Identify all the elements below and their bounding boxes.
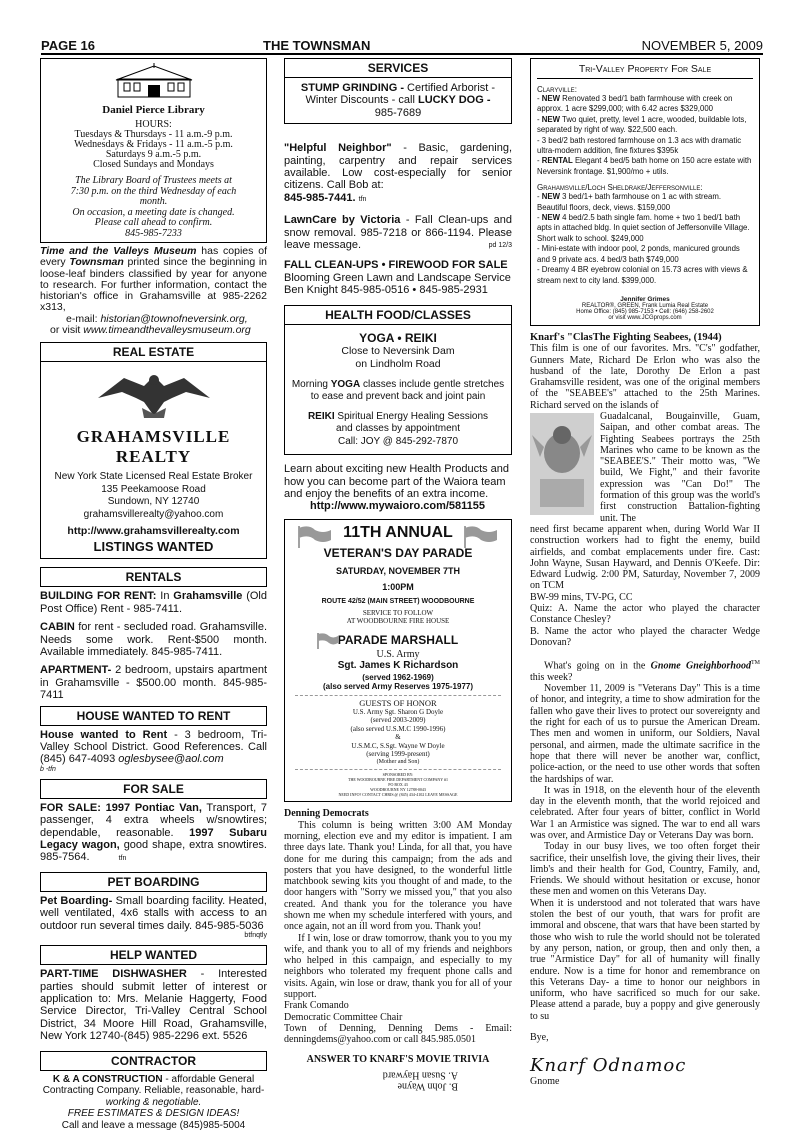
knarf-body: Guadalcanal, Bougainville, Guam, Saipan, and other combat areas. The Fighting Seabees portrays the 25th Marines who came to be known as the "SEABEE'S." Their motto was, "We build, We Fight," and their favorite expression was "Can Do!" The formation of this group was the world's first construction Battalion-fighting unit. The (600, 410, 760, 524)
yoga-location: Close to Neversink Dam (341, 344, 455, 357)
real-estate-heading: REAL ESTATE (41, 343, 266, 362)
knarf-column (530, 332, 760, 1088)
house-wanted-ad: House wanted to Rent - 3 bedroom, Tri-Valley School District. Good References. Call (845) 647-4093 oglesbysee@aol.com (40, 728, 267, 766)
guest-line: (Mother and Son) (376, 758, 420, 765)
library-name: Daniel Pierce Library (102, 104, 205, 116)
tri-valley-listing: - NEW 3 bed/1+ bath farmhouse on 1 ac with stream. Beautiful floors, deck, views. $159,000 (537, 192, 721, 212)
health-heading: HEALTH FOOD/CLASSES (285, 306, 511, 325)
house-wanted-email[interactable]: oglesbysee@aol.com (118, 753, 224, 766)
house-wanted-heading: HOUSE WANTED TO RENT (40, 706, 267, 726)
pet-boarding-heading: PET BOARDING (40, 872, 267, 892)
helpful-neighbor-ad: "Helpful Neighbor" - Basic, gardening, painting, carpentry and repair services available. Low cost-especially for senior citizens. Call Bob at: 845-985-7441. tfn (284, 142, 512, 204)
parade-subtitle: VETERAN'S DAY PARADE (323, 545, 473, 560)
rental-item: BUILDING FOR RENT: In Grahamsville (Old Post Office) Rent - 985-7411. (40, 590, 267, 615)
guest-line: (served 2003-2009) (370, 716, 426, 725)
knarf-quiz: Quiz: A. Name the actor who played the character Constance Chesley? (530, 603, 760, 626)
trivia-answer-label: ANSWER TO KNARF'S MOVIE TRIVIA (306, 1053, 490, 1065)
gnome-body: It was in 1918, on the eleventh hour of the eleventh day in the eleventh month, that the world rejoiced and celebrated. After four years of bitter, conflict in World War 1 an Armistice was signed. The war to end all wars was over, and Armistice Day or Veterans Day was born. (530, 784, 760, 841)
column-2 (284, 58, 512, 1091)
sponsor-line: WOODBOURNE NY 12788-0043 (370, 787, 426, 793)
yoga-reiki-title: YOGA • REIKI (359, 330, 437, 345)
library-board-line: On occasion, a meeting date is changed. (72, 206, 235, 218)
help-wanted-heading: HELP WANTED (40, 945, 267, 965)
knarf-quiz: B. Name the actor who played the character Wedge Donovan? (530, 625, 760, 648)
tri-valley-listing: - NEW Two quiet, pretty, level 1 acre, wooded, buildable lots, separated by right of way. $22,500 each. (537, 114, 747, 135)
waiora-ad: Learn about exciting new Health Products and how you can become part of the Waiora team and enjoy the benefits of an extra income. http://www.mywaioro.com/581155 (284, 463, 510, 513)
seabee-mascot-icon (530, 413, 594, 515)
museum-email-link[interactable]: historian@townofneversink.org, (100, 312, 248, 325)
yoga-description: Morning YOGA classes include gentle stretches to ease and prevent back and joint pain (291, 378, 505, 402)
stump-grinding-ad: STUMP GRINDING - Certified Arborist - Winter Discounts - call LUCKY DOG - 985-7689 (300, 82, 496, 119)
library-board-line: Please call ahead to confirm. (94, 217, 213, 228)
parade-marshall-heading: PARADE MARSHALL (337, 632, 459, 647)
library-board-line: 7:30 p.m. on the third Wednesday of each (70, 185, 237, 197)
page-number: PAGE 16 (41, 38, 95, 53)
library-box (40, 58, 267, 243)
column-1 (40, 58, 267, 1137)
knarf-body: need first became apparent when, during World War II construction workers had to fight the enemy, build airfields, and combat emplacements under fire. Cast: John Wayne, Susan Hayward, and Dennis O'Keefe. Dir: Edward Ludwig. 2:00 PM, Saturday, November 7, 2009 on TCM (530, 523, 760, 592)
trivia-answer: A. Susan Hayward (382, 1069, 458, 1081)
flag-icon (463, 526, 499, 548)
listings-wanted: LISTINGS WANTED (93, 539, 214, 555)
realty-line: 135 Peekamoose Road (101, 483, 206, 495)
guest-line: U.S. Army Sgt. Sharon G Doyle (352, 707, 444, 716)
pet-boarding-ad: Pet Boarding- Small boarding facility. Heated, well ventilated, 4x6 stalls with access to an outdoor run several times daily. 845-985-5036 (40, 894, 267, 932)
column-3 (530, 58, 760, 1088)
agent-website-link[interactable]: or visit www.JCGprops.com (608, 314, 682, 321)
library-board-line: The Library Board of Trustees meets at (75, 175, 232, 186)
reiki-description: REIKI Spiritual Energy Healing Sessions (307, 410, 489, 422)
library-hours-line: Closed Sundays and Mondays (93, 159, 214, 170)
gnome-heading: What's going on in the Gnome Gneighborhood™ this week? (530, 660, 760, 683)
signature-title: Gnome (530, 1076, 560, 1088)
contractor-ad: K & A CONSTRUCTION - affordable General Contracting Company. Reliable, reasonable, hard- working & negotiable. FREE ESTIMATES & DESIGN IDEAS! Call and leave a message (845)985-5004 (42, 1073, 265, 1131)
agent-line: REALTOR®, GREEN, Frank Lumia Real Estate (581, 302, 709, 309)
library-hours-line: Tuesdays & Thursdays - 11 a.m.-9 p.m. (74, 129, 233, 140)
services-heading: SERVICES (285, 59, 511, 78)
sponsor-line: NEED INFO? CONTACT CHRIS @ (845) 434-4102 LEAVE MESSAGE (338, 792, 458, 798)
museum-notice: Time and the Valleys Museum has copies of every Townsman printed since the beginning in loose-leaf binders classified by year for anyone to research. For further information, contact the historian's office in Grahamsville at 985-2262 x313, e-mail: historian@townofneversink.org, or visit www.timeandthevalleysmuseum.org (40, 245, 268, 337)
gnome-body: When it is understood and not tolerated that wars have stolen the best of our youth, that wars for profit are immoral and obscene, that wars that have been started by those who wish to rule the world should not be tolerated by any person, nation, or group, then and only then, a true "Armistice Day" for all of humanity will finally endure. Now is a time for honor and remembrance on this Veterans Day- a time to honor our neighbors in uniform, who have sacrificed so much for our sake. Please attend a parade, buy a poppy and give generously to su (530, 897, 760, 1022)
flag-icon (317, 633, 339, 649)
realty-line: Sundown, NY 12740 (107, 496, 200, 508)
library-hours-title: HOURS: (135, 119, 172, 130)
trivia-answers-upside-down (338, 1069, 458, 1092)
issue-date: NOVEMBER 5, 2009 (641, 38, 763, 53)
grahamsville-realty-logo: GRAHAMSVILLE REALTY (76, 427, 231, 467)
guest-line: U.S.M.C, S.Sgt. Wayne W Doyle (351, 741, 445, 750)
museum-website-link[interactable]: www.timeandthevalleysmuseum.org (83, 324, 251, 337)
letter-title: Denning Democrats (284, 808, 369, 820)
library-phone: 845-985-7233 (125, 227, 182, 239)
yoga-phone: Call: JOY @ 845-292-7870 (337, 435, 459, 447)
letter-signature: Democratic Committee Chair (284, 1011, 403, 1023)
paper-title: THE TOWNSMAN (263, 38, 371, 53)
real-estate-box (40, 342, 267, 559)
sponsor-line: THE WOODBOURNE FIRE DEPARTMENT COMPANY #1 (348, 777, 448, 783)
marshall-name: Sgt. James K Richardson (337, 659, 459, 671)
guest-line: & (395, 733, 401, 742)
eagle-icon (94, 368, 214, 420)
library-hours-line: Saturdays 9 a.m.-5 p.m. (105, 149, 202, 160)
rental-item: APARTMENT- 2 bedroom, upstairs apartment in Grahamsville - $500.00 month. 845-985-7411 (40, 664, 267, 702)
parade-service: AT WOODBOURNE FIRE HOUSE (346, 616, 450, 625)
letter-signature: Town of Denning, Denning Dems - Email: denningdems@yahoo.com or call 845.985.0501 (284, 1022, 512, 1046)
for-sale-heading: FOR SALE (40, 779, 267, 799)
help-wanted-ad: PART-TIME DISHWASHER - Interested parties should submit letter of interest or application to: Mrs. Melanie Haggerty, Food Service Director, Tri-Valley Central School District, 34 Moore Hill Road, Grahamsville, New York 12740-(845) 985-2296 ext. 5526 (40, 968, 268, 1043)
rentals-heading: RENTALS (40, 567, 267, 587)
marshall-service: (also served Army Reserves 1975-1977) (322, 681, 474, 691)
tri-valley-section: Claryville: (537, 85, 577, 94)
ad-code: btfnqtly (244, 932, 267, 940)
tri-valley-box (530, 58, 760, 326)
tri-valley-heading: Tri-Valley Property For Sale (537, 63, 753, 79)
contractor-heading: CONTRACTOR (40, 1051, 267, 1071)
parade-service: SERVICE TO FOLLOW (362, 608, 434, 617)
tri-valley-listing: - 3 bed/2 bath restored farmhouse on 1.3 acs with dramatic ultra-modern addition, fine fixtures $395k (537, 135, 742, 156)
library-hours-line: Wednesdays & Fridays - 11 a.m.-5 p.m. (74, 139, 233, 150)
sponsor-line: PO BOX 43 (388, 782, 408, 788)
sign-off: Bye, (530, 1032, 549, 1044)
tri-valley-listing: - RENTAL Elegant 4 bed/5 bath home on 150 acre estate with Neversink frontage. $1,900/mo + utils. (537, 156, 752, 176)
trivia-answer: B. John Wayne (397, 1080, 458, 1092)
marshall-service: (served 1962-1969) (362, 672, 434, 682)
letter-body: If I win, lose or draw tomorrow, thank you to you my wife, and thank you to all of my friends and neighbors who helped in this campaign, and especially to my neighbors who tolerated my frequent phone calls and visits. Again, win lose or draw, thank you for all of your support. (284, 932, 512, 1001)
parade-poster (284, 519, 512, 803)
lawncare-ad: LawnCare by Victoria - Fall Clean-ups and snow removal. 985-7218 or 866-1194. Please leave message. pd 12/3 (284, 214, 513, 252)
tri-valley-listing: - NEW 4 bed/2.5 bath single fam. home + two 1 bed/1 bath apts in attached bldg. In quiet section of Jeffersonville Village. Short walk to school. $249,000 (537, 213, 750, 243)
flag-icon (297, 526, 333, 548)
yoga-location: on Lindholm Road (355, 357, 441, 370)
page-header (41, 38, 763, 55)
parade-date: SATURDAY, NOVEMBER 7TH (335, 565, 461, 576)
parade-title: 11TH ANNUAL (343, 523, 453, 541)
letter-body: This column is being written 3:00 AM Monday morning, election eve and my editor is impatient. I am three days late. Thank you! Linda, for all that, you have done for me during this campaign; from the ads and posters that you have designed, to the wonderful little matchbook sewing kits you thought of and made, to the door hangers with "Sorry we missed you," that you also created. And thank you for the tolerance you have shown me when my schedule interfered with yours, and once again, not an ill word from you. Thank you! (284, 819, 512, 933)
marshall-branch: U.S. Army (376, 648, 420, 660)
guests-title: GUESTS OF HONOR (359, 697, 437, 708)
denning-letter (284, 808, 512, 1045)
parade-route: ROUTE 42/52 (MAIN STREET) WOODBOURNE (321, 597, 475, 605)
knarf-body: This film is one of our favorites. Mrs. "C's" godfather, Gunners Mate, Richard De Erlon who was also the husband of the late, Dorothy De Erlon a past Grahamsville resident, was one of the original members of the "SEABEE's" attached to the 25th Marines. Richard served on the islands of (530, 343, 760, 411)
gnome-body: November 11, 2009 is "Veterans Day" This is a time of honor, and integrity, a time to show admiration for the fallen who gave their lives to protect our sovereignty and the right for each of us to pursue the American Dream. Thes men and women in uniform, our Soldiers, Naval personal, and airmen, made the ultimate sacrifice in the hope that there will never be another war, conflict, police-action, or the need to use other words that soften the hardships of war. (530, 683, 760, 785)
realty-line: New York State Licensed Real Estate Broker (54, 471, 253, 483)
guest-line: (also served U.S.M.C 1990-1996) (350, 724, 446, 733)
library-building-icon (114, 63, 194, 99)
tri-valley-listing: - Mini-estate with indoor pool, 2 ponds, manicured grounds and 9 private acs. 4 bed/3 bath $749,000 (537, 244, 740, 264)
knarf-runtime: BW-99 mins, TV-PG, CC (530, 591, 633, 603)
parade-time: 1:00PM (382, 581, 414, 592)
ad-code: b -tfn (40, 765, 56, 773)
tri-valley-listing: - Dreamy 4 BR eyebrow colonial on 15.73 acres with views & stream next to city land. $399,000. (537, 265, 748, 285)
gnome-body: Today in our busy lives, we too often forget their sacrifice, their unselfish love, the giving their lives, their limb's and their health for God, Country, Family, and, Friends. We should without hesitation or excuse, honor these men and women on this Veterans Day. (530, 841, 760, 898)
agent-name: Jennifer Grimes (620, 295, 670, 303)
services-box (284, 58, 512, 124)
reiki-description: and classes by appointment (336, 423, 460, 435)
firewood-ad: FALL CLEAN-UPS • FIREWOOD FOR SALE Blooming Green Lawn and Landscape Service Ben Knight 845-985-0516 • 845-985-2931 (284, 259, 511, 297)
health-box (284, 305, 512, 456)
movie-poster-image (530, 413, 594, 515)
waiora-link[interactable]: http://www.mywaioro.com/581155 (310, 500, 486, 513)
realty-email[interactable]: grahamsvillerealty@yahoo.com (83, 508, 224, 520)
agent-line: Home Office: (845) 985-7153 • Cell: (646) 258-2602 (576, 308, 714, 315)
rental-item: CABIN for rent - secluded road. Grahamsville. Needs some work. Rent-$500 month. Available immediately. 845-985-7411. (40, 621, 267, 658)
sponsor-line: SPONSORED BY: (382, 772, 414, 778)
letter-signature: Frank Comando (284, 1000, 349, 1012)
handwritten-signature: Knarf Odnamoc (530, 1055, 687, 1077)
knarf-title: Knarf's "ClasThe Fighting Seabees, (1944) (530, 331, 722, 343)
library-board-line: month. (139, 196, 168, 207)
realty-website-link[interactable]: http://www.grahamsvillerealty.com (67, 525, 240, 538)
tri-valley-listing: - NEW Renovated 3 bed/1 bath farmhouse with creek on approx. 1 acre $299,000; with 6.42 acres $329,000 (537, 94, 733, 114)
guest-line: (serving 1999-present) (366, 750, 430, 759)
tri-valley-section: Grahamsville/Loch Sheldrake/Jeffersonville: (537, 183, 703, 193)
for-sale-ad: FOR SALE: 1997 Pontiac Van, Transport, 7 passenger, 4 extra wheels w/snowtires; dependable, reasonable. 1997 Subaru Legacy wagon, good shape, extra snowtires. 985-7564. tfn (40, 801, 267, 864)
